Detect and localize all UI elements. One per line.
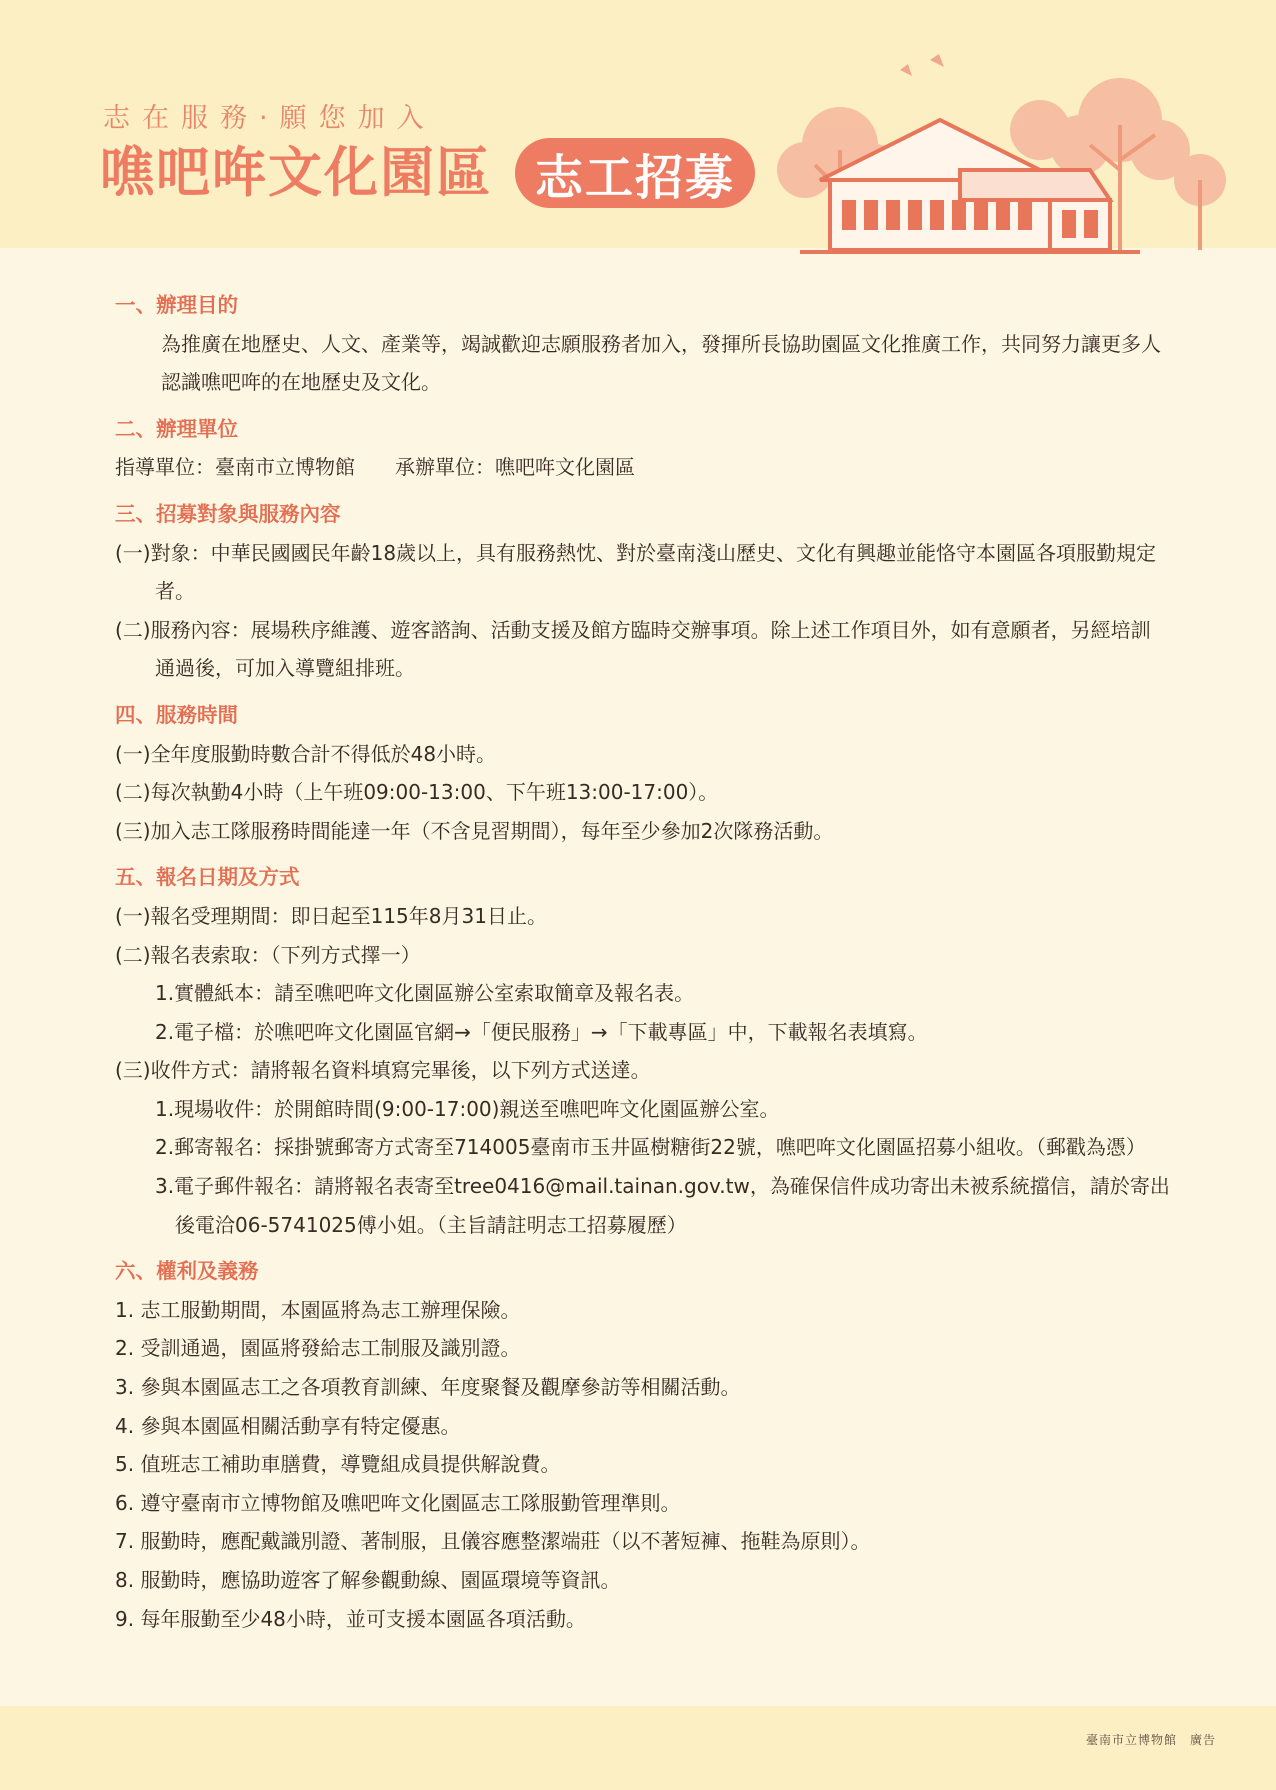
list-item: 2.郵寄報名：採掛號郵寄方式寄至714005臺南市玉井區樹糖街22號，噍吧哖文化園區招募小組收。（郵戳為憑） xyxy=(155,1135,1146,1160)
recruit-badge xyxy=(515,138,755,208)
list-item: (二)報名表索取：（下列方式擇一） xyxy=(115,942,421,967)
list-item: 2. 受訓通過，園區將發給志工制服及識別證。 xyxy=(115,1336,521,1361)
list-item: (一)全年度服勤時數合計不得低於48小時。 xyxy=(115,741,497,766)
list-item: 1.實體紙本：請至噍吧哖文化園區辦公室索取簡章及報名表。 xyxy=(155,981,695,1006)
list-item: 9. 每年服勤至少48小時，並可支援本園區各項活動。 xyxy=(115,1606,586,1631)
list-item: (一)報名受理期間：即日起至115年8月31日止。 xyxy=(115,903,547,928)
section-text: 指導單位：臺南市立博物館 承辦單位：噍吧哖文化園區 xyxy=(115,455,635,480)
section-heading: 六、權利及義務 xyxy=(115,1259,259,1284)
list-item: (二)服務內容：展場秩序維護、遊客諮詢、活動支援及館方臨時交辦事項。除上述工作項目外，如有意願者，另經培訓通過後，可加入導覽組排班。 xyxy=(115,617,1151,681)
list-item: 4. 參與本園區相關活動享有特定優惠。 xyxy=(115,1413,461,1438)
list-item: 8. 服勤時，應協助遊客了解參觀動線、園區環境等資訊。 xyxy=(115,1568,621,1592)
section-heading: 四、服務時間 xyxy=(115,702,238,727)
list-item: (二)每次執勤4小時（上午班09:00-13:00、下午班13:00-17:00）。 xyxy=(115,780,719,805)
list-item: 1. 志工服勤期間，本園區將為志工辦理保險。 xyxy=(115,1297,521,1322)
house-trees-illustration xyxy=(760,50,1240,290)
footer-band xyxy=(0,1706,1276,1790)
content xyxy=(115,286,1170,1638)
section-heading: 二、辦理單位 xyxy=(115,416,238,441)
list-item: 1.現場收件：於開館時間(9:00-17:00)親送至噍吧哖文化園區辦公室。 xyxy=(155,1096,780,1121)
footer-credit: 臺南市立博物館 廣告 xyxy=(1085,1733,1216,1747)
recruit-badge-text: 志工招募 xyxy=(534,149,735,206)
list-item: 2.電子檔：於噍吧哖文化園區官網→「便民服務」→「下載專區」中，下載報名表填寫。 xyxy=(155,1019,928,1044)
section-heading: 三、招募對象與服務內容 xyxy=(115,501,341,526)
slogan: 志在服務‧願您加入 xyxy=(103,103,436,134)
list-item: 3.電子郵件報名：請將報名表寄至tree0416@mail.tainan.gov.tw，為確保信件成功寄出未被系統擋信，請於寄出後電洽06-5741025傅小姐。（主旨請註明志工招募履歷） xyxy=(155,1174,1170,1237)
list-item: 3. 參與本園區志工之各項教育訓練、年度聚餐及觀摩參訪等相關活動。 xyxy=(115,1375,741,1400)
list-item: 5. 值班志工補助車膳費，導覽組成員提供解說費。 xyxy=(115,1452,561,1477)
list-item: (三)收件方式：請將報名資料填寫完畢後，以下列方式送達。 xyxy=(115,1058,651,1083)
list-item: 7. 服勤時，應配戴識別證、著制服，且儀容應整潔端莊（以不著短褲、拖鞋為原則）。 xyxy=(115,1529,871,1554)
list-item: 6. 遵守臺南市立博物館及噍吧哖文化園區志工隊服勤管理準則。 xyxy=(115,1490,681,1515)
section-heading: 五、報名日期及方式 xyxy=(115,865,300,890)
section-heading: 一、辦理目的 xyxy=(115,293,238,317)
list-item: (三)加入志工隊服務時間能達一年（不含見習期間），每年至少參加2次隊務活動。 xyxy=(115,818,834,843)
page-title: 噍吧哖文化園區 xyxy=(100,141,492,204)
list-item: (一)對象：中華民國國民年齡18歲以上，具有服務熱忱、對於臺南淺山歷史、文化有興趣並能恪守本園區各項服勤規定者。 xyxy=(115,540,1157,604)
section-text: 為推廣在地歷史、人文、產業等，竭誠歡迎志願服務者加入，發揮所長協助園區文化推廣工作，共同努力讓更多人認識噍吧哖的在地歷史及文化。 xyxy=(161,331,1161,395)
